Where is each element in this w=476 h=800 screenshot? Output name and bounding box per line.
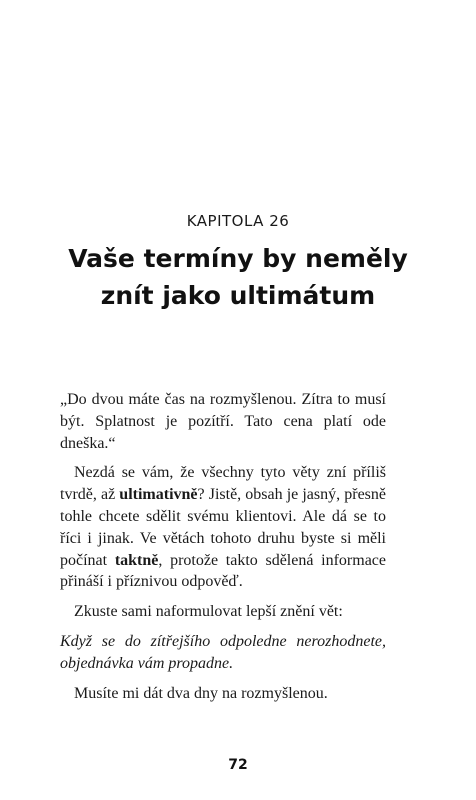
- emphasis-taktne: taktně: [114, 551, 159, 569]
- page-number: 72: [228, 757, 248, 773]
- chapter-title: [20, 240, 456, 314]
- paragraph-text: , protože takto sdělená informace přináší i příznivou odpověď.: [60, 551, 387, 591]
- paragraph-exercise: Zkuste sami naformulovat lepší znění vět:: [74, 603, 343, 621]
- chapter-title-line-2: znít jako ultimátum: [100, 281, 376, 310]
- paragraph-text: Nezdá se vám, že všechny tyto věty zní příliš tvrdě, až: [60, 464, 386, 504]
- chapter-body: [60, 389, 386, 712]
- chapter-title-line-1: Vaše termíny by neměly: [68, 244, 408, 273]
- paragraph-closing: Musíte mi dát dva dny na rozmyšlenou.: [74, 684, 328, 702]
- emphasis-ultimativne: ultimativně: [119, 486, 198, 504]
- paragraph-example: Když se do zítřejšího odpoledne nerozhodnete, objednávka vám propadne.: [60, 632, 386, 672]
- paragraph-text: ? Jistě, obsah je jasný, přesně tohle chcete sdělit svému klientovi. Ale dá se to říci i jinak. Ve větách tohoto druhu byste si měli počínat: [60, 486, 387, 569]
- chapter-label: KAPITOLA 26: [186, 212, 290, 230]
- paragraph-quote: „Do dvou máte čas na rozmyšlenou. Zítra to musí být. Splatnost je pozítří. Tato cena platí ode dneška.“: [60, 391, 386, 452]
- paragraph-explanation: [60, 462, 386, 593]
